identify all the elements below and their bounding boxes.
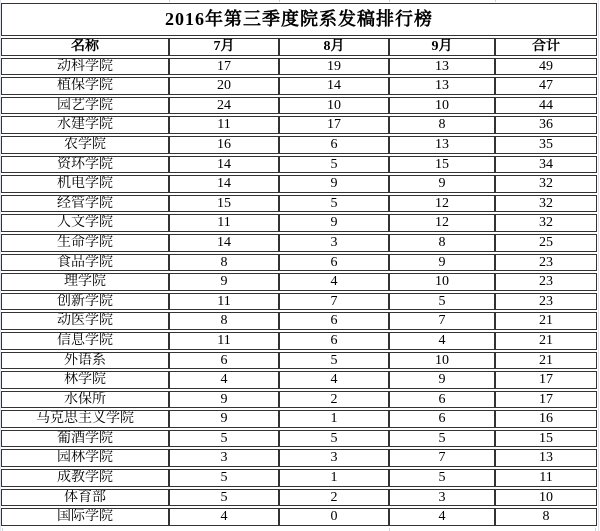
dept-name-cell: 机电学院 (1, 175, 169, 193)
count-cell: 8 (389, 234, 495, 252)
count-cell: 11 (169, 332, 279, 350)
table-row (1, 97, 597, 115)
column-header-august: 8月 (279, 38, 389, 56)
count-cell: 14 (169, 175, 279, 193)
dept-name-cell: 理学院 (1, 273, 169, 291)
count-cell: 5 (169, 430, 279, 448)
column-header-total: 合计 (495, 38, 597, 56)
table-row (1, 410, 597, 428)
count-cell: 17 (169, 58, 279, 76)
count-cell: 10 (495, 489, 597, 507)
count-cell: 16 (169, 136, 279, 154)
table-row (1, 195, 597, 213)
count-cell: 9 (169, 273, 279, 291)
table-row (1, 371, 597, 389)
table-row (1, 77, 597, 95)
dept-name-cell: 创新学院 (1, 293, 169, 311)
count-cell: 12 (389, 195, 495, 213)
count-cell: 5 (389, 293, 495, 311)
dept-name-cell: 林学院 (1, 371, 169, 389)
table-row (1, 156, 597, 174)
column-header-july: 7月 (169, 38, 279, 56)
count-cell: 12 (389, 214, 495, 232)
count-cell: 0 (279, 508, 389, 526)
dept-name-cell: 水建学院 (1, 116, 169, 134)
dept-name-cell: 园艺学院 (1, 97, 169, 115)
count-cell: 5 (389, 469, 495, 487)
count-cell: 9 (279, 175, 389, 193)
dept-name-cell: 食品学院 (1, 254, 169, 272)
dept-name-cell: 动医学院 (1, 312, 169, 330)
table-row (1, 449, 597, 467)
count-cell: 6 (279, 254, 389, 272)
count-cell: 32 (495, 214, 597, 232)
count-cell: 4 (169, 371, 279, 389)
ranking-table (1, 1, 597, 528)
count-cell: 49 (495, 58, 597, 76)
count-cell: 21 (495, 332, 597, 350)
count-cell: 10 (389, 273, 495, 291)
count-cell: 3 (389, 489, 495, 507)
count-cell: 13 (495, 449, 597, 467)
count-cell: 7 (279, 293, 389, 311)
table-row (1, 469, 597, 487)
count-cell: 3 (279, 234, 389, 252)
count-cell: 2 (279, 489, 389, 507)
count-cell: 47 (495, 77, 597, 95)
count-cell: 5 (389, 430, 495, 448)
count-cell: 23 (495, 273, 597, 291)
count-cell: 13 (389, 136, 495, 154)
table-title: 2016年第三季度院系发稿排行榜 (1, 3, 597, 36)
count-cell: 6 (169, 352, 279, 370)
dept-name-cell: 水保所 (1, 391, 169, 409)
count-cell: 19 (279, 58, 389, 76)
count-cell: 23 (495, 254, 597, 272)
table-row (1, 293, 597, 311)
table-row (1, 136, 597, 154)
count-cell: 6 (279, 332, 389, 350)
count-cell: 3 (169, 449, 279, 467)
count-cell: 6 (389, 410, 495, 428)
count-cell: 32 (495, 195, 597, 213)
count-cell: 1 (279, 410, 389, 428)
table-row (1, 116, 597, 134)
count-cell: 35 (495, 136, 597, 154)
count-cell: 10 (389, 352, 495, 370)
count-cell: 32 (495, 175, 597, 193)
count-cell: 15 (495, 430, 597, 448)
count-cell: 9 (169, 391, 279, 409)
table-body (1, 58, 597, 526)
count-cell: 7 (389, 312, 495, 330)
count-cell: 21 (495, 312, 597, 330)
count-cell: 34 (495, 156, 597, 174)
table-row (1, 214, 597, 232)
count-cell: 9 (389, 371, 495, 389)
count-cell: 36 (495, 116, 597, 134)
dept-name-cell: 信息学院 (1, 332, 169, 350)
count-cell: 9 (389, 254, 495, 272)
count-cell: 21 (495, 352, 597, 370)
table-row (1, 273, 597, 291)
dept-name-cell: 体育部 (1, 489, 169, 507)
count-cell: 16 (495, 410, 597, 428)
dept-name-cell: 园林学院 (1, 449, 169, 467)
count-cell: 8 (389, 116, 495, 134)
table-row (1, 312, 597, 330)
table-row (1, 332, 597, 350)
count-cell: 17 (495, 371, 597, 389)
count-cell: 9 (279, 214, 389, 232)
count-cell: 6 (279, 136, 389, 154)
count-cell: 15 (169, 195, 279, 213)
count-cell: 5 (279, 352, 389, 370)
count-cell: 17 (279, 116, 389, 134)
count-cell: 25 (495, 234, 597, 252)
count-cell: 20 (169, 77, 279, 95)
table-row (1, 430, 597, 448)
column-header-name: 名称 (1, 38, 169, 56)
table-row (1, 489, 597, 507)
dept-name-cell: 马克思主义学院 (1, 410, 169, 428)
count-cell: 2 (279, 391, 389, 409)
count-cell: 5 (169, 489, 279, 507)
table-row (1, 391, 597, 409)
count-cell: 5 (279, 156, 389, 174)
count-cell: 1 (279, 469, 389, 487)
header-row (1, 38, 597, 56)
count-cell: 4 (279, 273, 389, 291)
count-cell: 11 (169, 116, 279, 134)
count-cell: 17 (495, 391, 597, 409)
count-cell: 10 (279, 97, 389, 115)
count-cell: 11 (495, 469, 597, 487)
count-cell: 5 (169, 469, 279, 487)
count-cell: 9 (389, 175, 495, 193)
count-cell: 14 (279, 77, 389, 95)
count-cell: 5 (279, 430, 389, 448)
count-cell: 7 (389, 449, 495, 467)
table-row (1, 254, 597, 272)
count-cell: 8 (495, 508, 597, 526)
dept-name-cell: 动科学院 (1, 58, 169, 76)
count-cell: 9 (169, 410, 279, 428)
dept-name-cell: 葡酒学院 (1, 430, 169, 448)
dept-name-cell: 成教学院 (1, 469, 169, 487)
table-row (1, 58, 597, 76)
count-cell: 24 (169, 97, 279, 115)
dept-name-cell: 农学院 (1, 136, 169, 154)
count-cell: 15 (389, 156, 495, 174)
count-cell: 5 (279, 195, 389, 213)
table-row (1, 175, 597, 193)
count-cell: 23 (495, 293, 597, 311)
count-cell: 6 (279, 312, 389, 330)
count-cell: 11 (169, 293, 279, 311)
dept-name-cell: 国际学院 (1, 508, 169, 526)
dept-name-cell: 资环学院 (1, 156, 169, 174)
dept-name-cell: 植保学院 (1, 77, 169, 95)
count-cell: 44 (495, 97, 597, 115)
count-cell: 3 (279, 449, 389, 467)
dept-name-cell: 人文学院 (1, 214, 169, 232)
count-cell: 4 (389, 508, 495, 526)
table-row (1, 352, 597, 370)
count-cell: 14 (169, 234, 279, 252)
count-cell: 4 (169, 508, 279, 526)
table-row (1, 508, 597, 526)
count-cell: 6 (389, 391, 495, 409)
count-cell: 13 (389, 77, 495, 95)
title-row (1, 3, 597, 36)
dept-name-cell: 经管学院 (1, 195, 169, 213)
count-cell: 8 (169, 254, 279, 272)
dept-name-cell: 外语系 (1, 352, 169, 370)
count-cell: 13 (389, 58, 495, 76)
dept-name-cell: 生命学院 (1, 234, 169, 252)
count-cell: 11 (169, 214, 279, 232)
table-row (1, 234, 597, 252)
column-header-september: 9月 (389, 38, 495, 56)
count-cell: 4 (389, 332, 495, 350)
count-cell: 8 (169, 312, 279, 330)
gridline-artifact-right (598, 0, 599, 531)
count-cell: 10 (389, 97, 495, 115)
count-cell: 4 (279, 371, 389, 389)
count-cell: 14 (169, 156, 279, 174)
